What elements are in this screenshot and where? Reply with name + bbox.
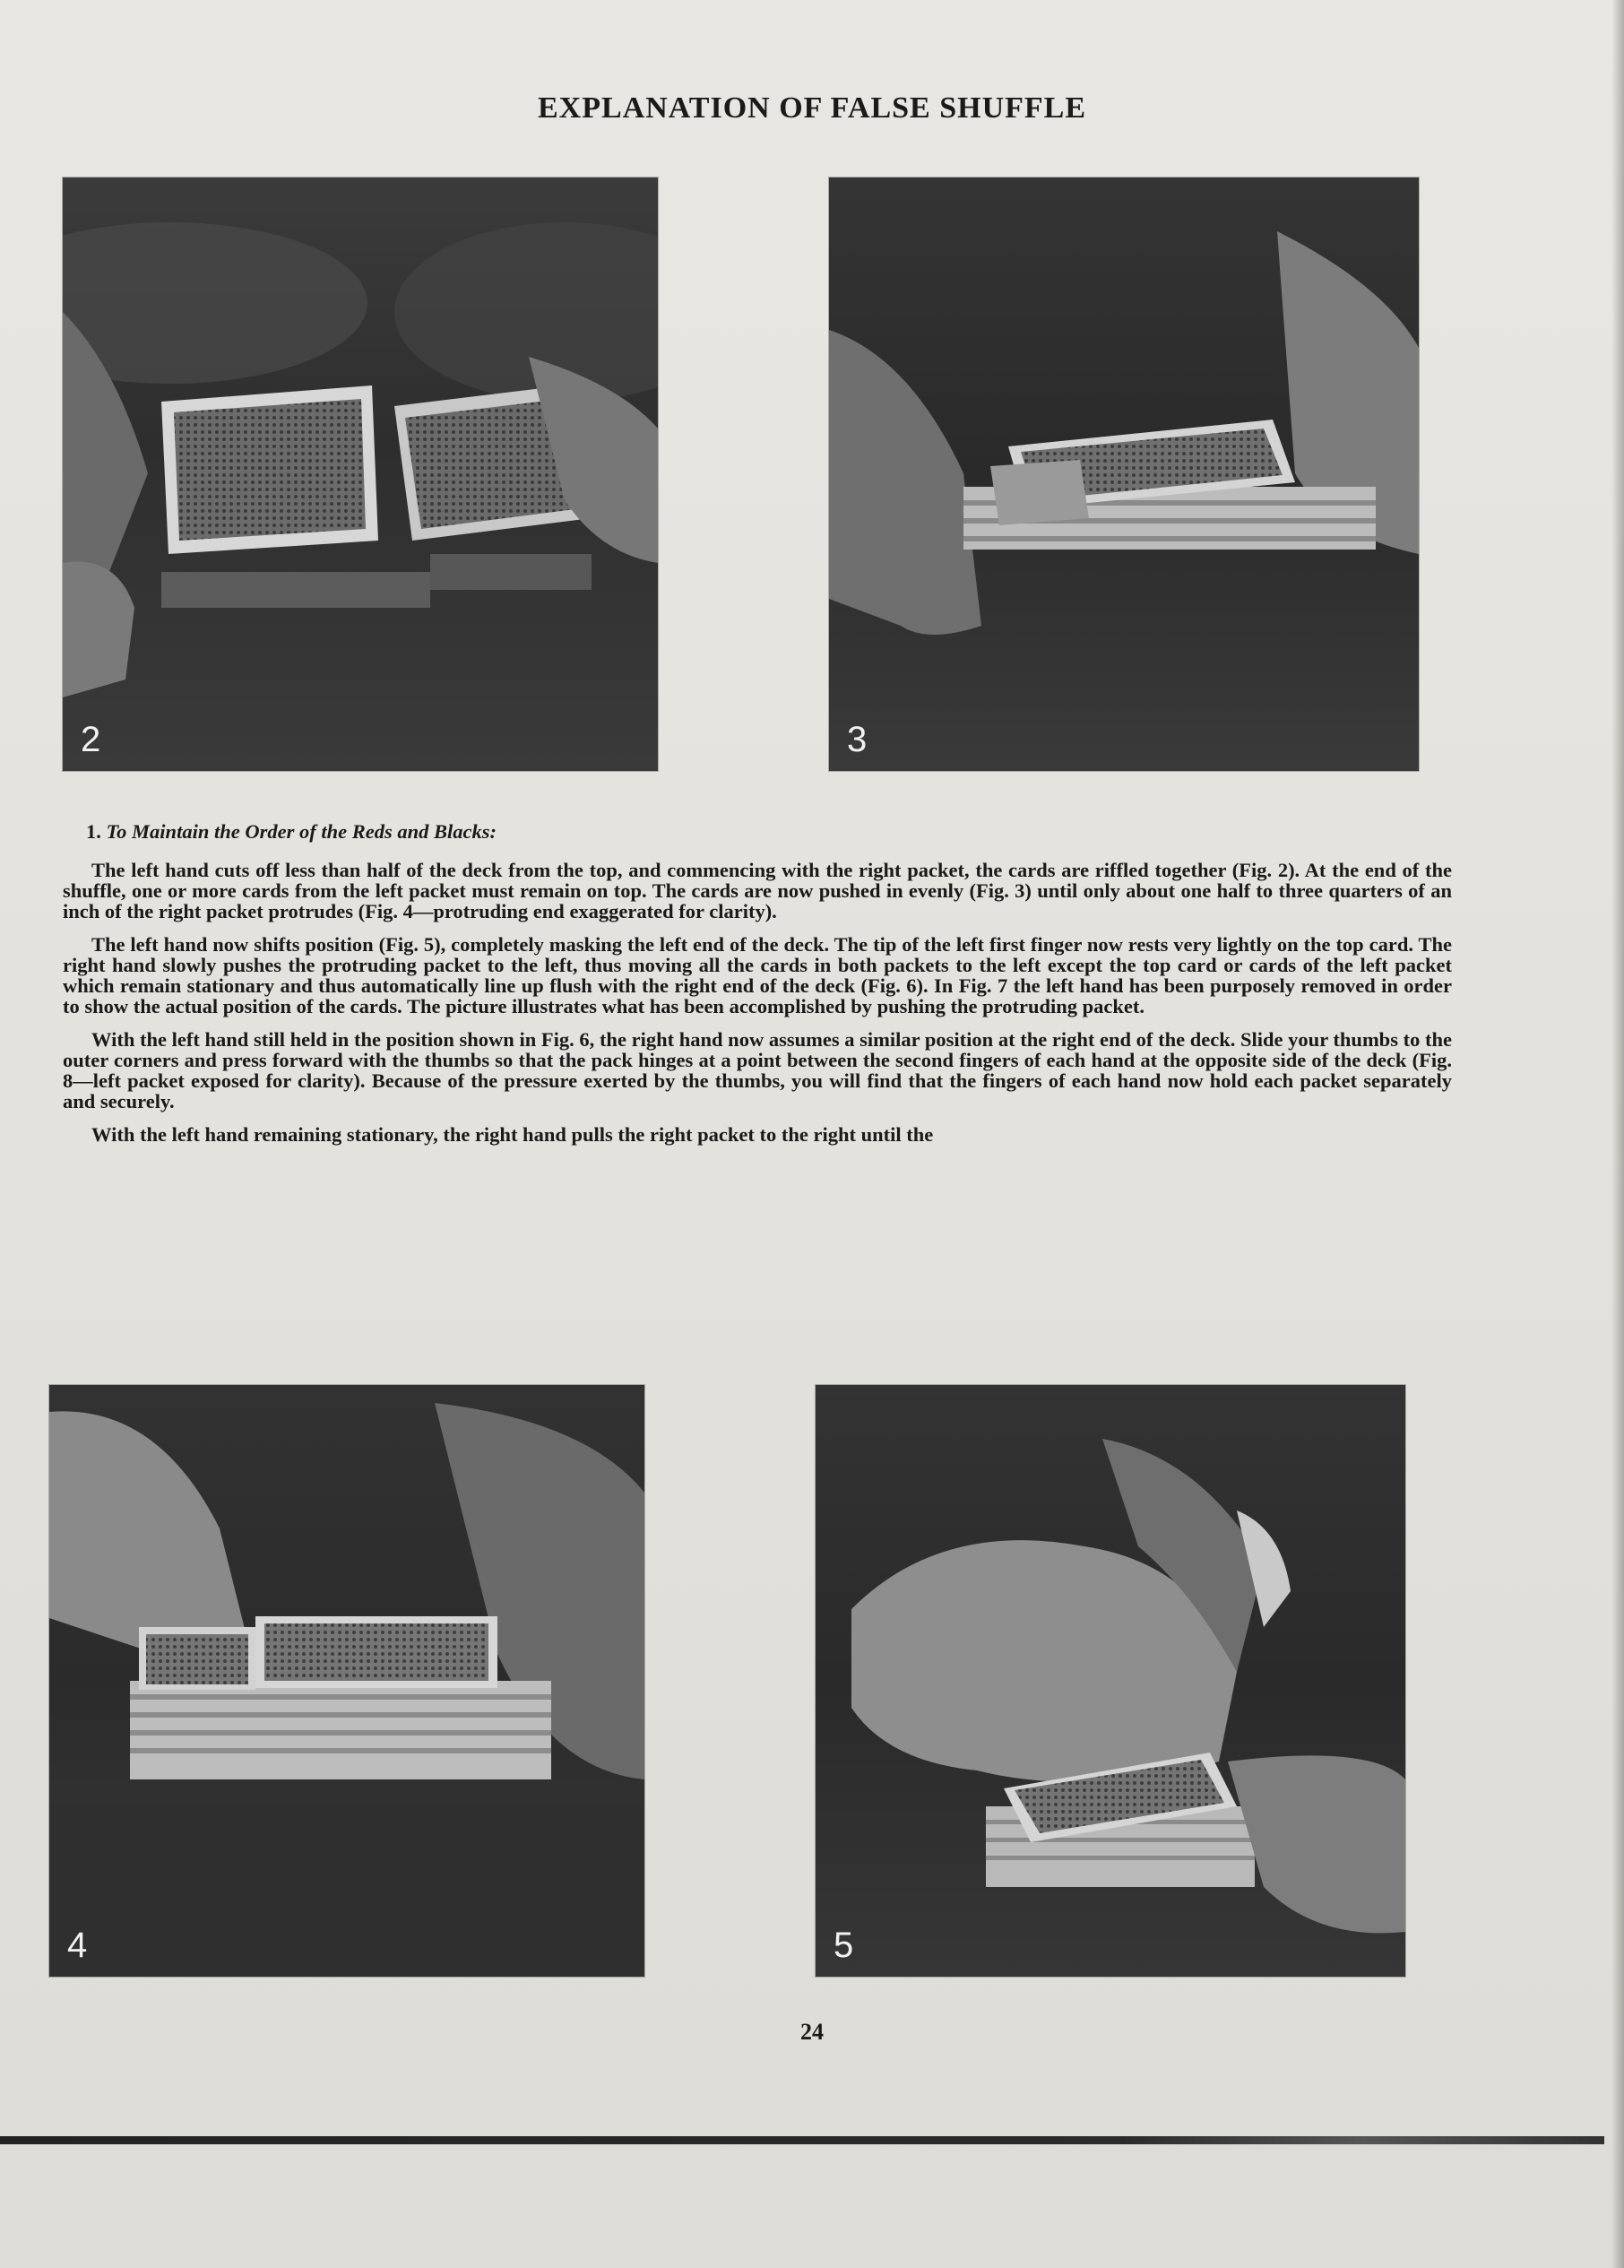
figure-4-photo xyxy=(49,1385,644,1977)
section-title: To Maintain the Order of the Reds and Blacks: xyxy=(106,820,497,843)
figure-2-photo xyxy=(63,177,658,771)
figure-3-photo xyxy=(829,177,1419,771)
paragraph-2: The left hand now shifts position (Fig. 5), completely masking the left end of the deck. The tip of the left first finger now rests very lightly on the top card. The right hand slowly pushes the protruding packet to the left, thus moving all the cards in both packets to the left except the top card or cards of the left packet which remain stationary and thus automatically line up flush with the right end of the deck (Fig. 6). In Fig. 7 the left hand has been purposely removed in order to show the actual position of the cards. The picture illustrates what has been accomplished by pushing the protruding packet. xyxy=(63,933,1452,1017)
section-heading xyxy=(86,821,1452,842)
section-number: 1. xyxy=(86,820,101,843)
figure-2-image xyxy=(63,177,658,771)
figure-5-number: 5 xyxy=(834,1926,854,1965)
paragraph-4: With the left hand remaining stationary, the right hand pulls the right packet to the right until the xyxy=(91,1123,934,1146)
page-title: EXPLANATION OF FALSE SHUFFLE xyxy=(537,91,1087,125)
page-edge-shadow xyxy=(1611,0,1624,2268)
figure-4-image xyxy=(49,1385,644,1977)
paragraph-1: The left hand cuts off less than half of the deck from the top, and commencing with the right packet, the cards are riffled together (Fig. 2). At the end of the shuffle, one or more cards from the left packet must remain on top. The cards are now pushed in evenly (Fig. 3) until only about one half to three quarters of an inch of the right packet protrudes (Fig. 4—protruding end exaggerated for clarity). xyxy=(63,859,1452,922)
body-text xyxy=(63,821,1452,1157)
figure-3-number: 3 xyxy=(847,720,868,759)
figure-5-photo xyxy=(816,1385,1405,1977)
figure-4-number: 4 xyxy=(67,1926,88,1965)
figure-5-image xyxy=(816,1385,1405,1977)
page-number: 24 xyxy=(800,2019,824,2045)
figure-3-image xyxy=(829,177,1419,771)
bottom-rule xyxy=(0,2136,1604,2144)
paragraph-3: With the left hand still held in the position shown in Fig. 6, the right hand now assumes a similar position at the right end of the deck. Slide your thumbs to the outer corners and press forward with the thumbs so that the pack hinges at a point between the second fingers of each hand at the opposite side of the deck (Fig. 8—left packet exposed for clarity). Because of the pressure exerted by the thumbs, you will find that the fingers of each hand now hold each packet separately and securely. xyxy=(63,1028,1452,1112)
figure-2-number: 2 xyxy=(81,720,101,759)
